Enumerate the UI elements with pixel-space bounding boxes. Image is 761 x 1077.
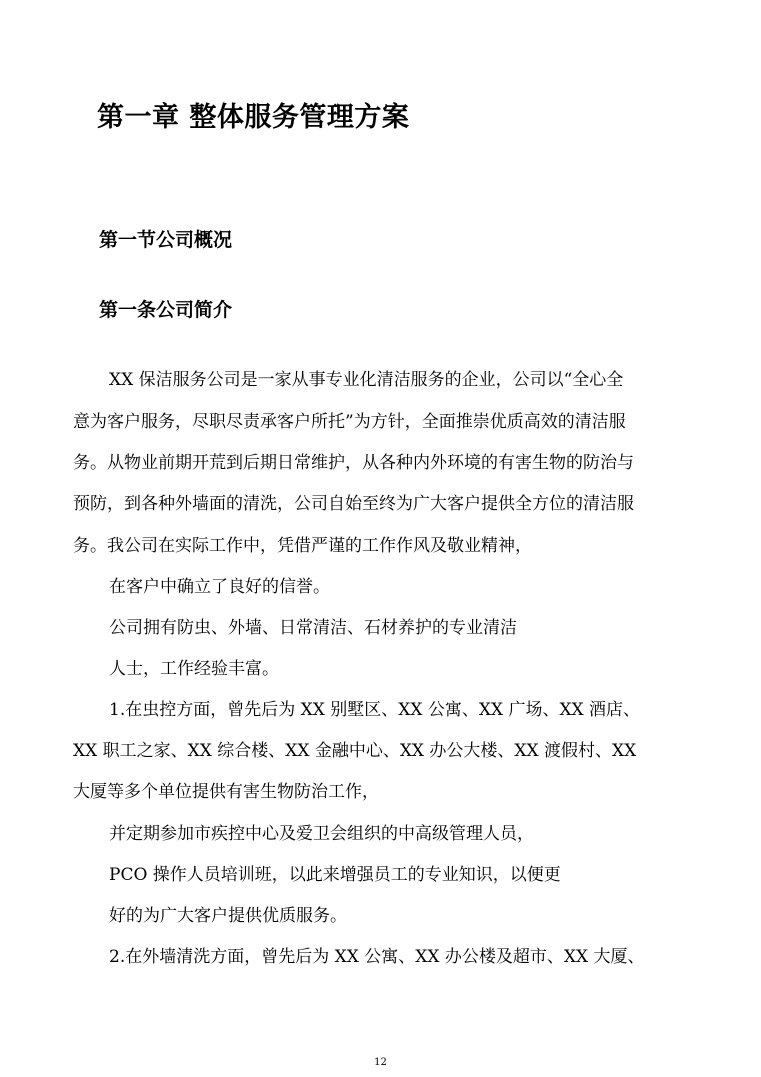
paragraph-line: 大厦等多个单位提供有害生物防治工作， bbox=[73, 782, 379, 802]
chapter-title: 第一章 整体服务管理方案 bbox=[97, 102, 410, 133]
article-title: 第一条公司简介 bbox=[99, 299, 233, 321]
paragraph-line: 1.在虫控方面，曾先后为 XX 别墅区、XX 公寓、XX 广场、XX 酒店、 bbox=[109, 700, 641, 720]
paragraph-line: 预防，到各种外墙面的清洗，公司自始至终为广大客户提供全方位的清洁服 bbox=[73, 494, 634, 514]
paragraph-line: 意为客户服务，尽职尽责承客户所托”为方针，全面推崇优质高效的清洁服 bbox=[73, 412, 626, 432]
paragraph-line: PCO 操作人员培训班，以此来增强员工的专业知识，以便更 bbox=[109, 865, 561, 885]
page-number: 12 bbox=[374, 1057, 387, 1068]
paragraph-line: 务。从物业前期开荒到后期日常维护，从各种内外环境的有害生物的防治与 bbox=[73, 453, 634, 473]
paragraph-line: 并定期参加市疾控中心及爱卫会组织的中高级管理人员， bbox=[109, 824, 534, 844]
paragraph-line: 务。我公司在实际工作中，凭借严谨的工作作风及敬业精神， bbox=[73, 536, 532, 556]
paragraph-line: 2.在外墙清洗方面，曾先后为 XX 公寓、XX 办公楼及超市、XX 大厦、 bbox=[109, 947, 645, 967]
paragraph-line: XX 职工之家、XX 综合楼、XX 金融中心、XX 办公大楼、XX 渡假村、XX bbox=[73, 741, 637, 761]
paragraph-line: 公司拥有防虫、外墙、日常清洁、石材养护的专业清洁 bbox=[109, 618, 517, 638]
paragraph-line: XX 保洁服务公司是一家从事专业化清洁服务的企业，公司以“全心全 bbox=[109, 370, 624, 390]
section-title: 第一节公司概况 bbox=[99, 229, 233, 251]
paragraph-line: 在客户中确立了良好的信誉。 bbox=[109, 577, 330, 597]
paragraph-line: 好的为广大客户提供优质服务。 bbox=[109, 906, 347, 926]
paragraph-line: 人士，工作经验丰富。 bbox=[109, 659, 279, 679]
